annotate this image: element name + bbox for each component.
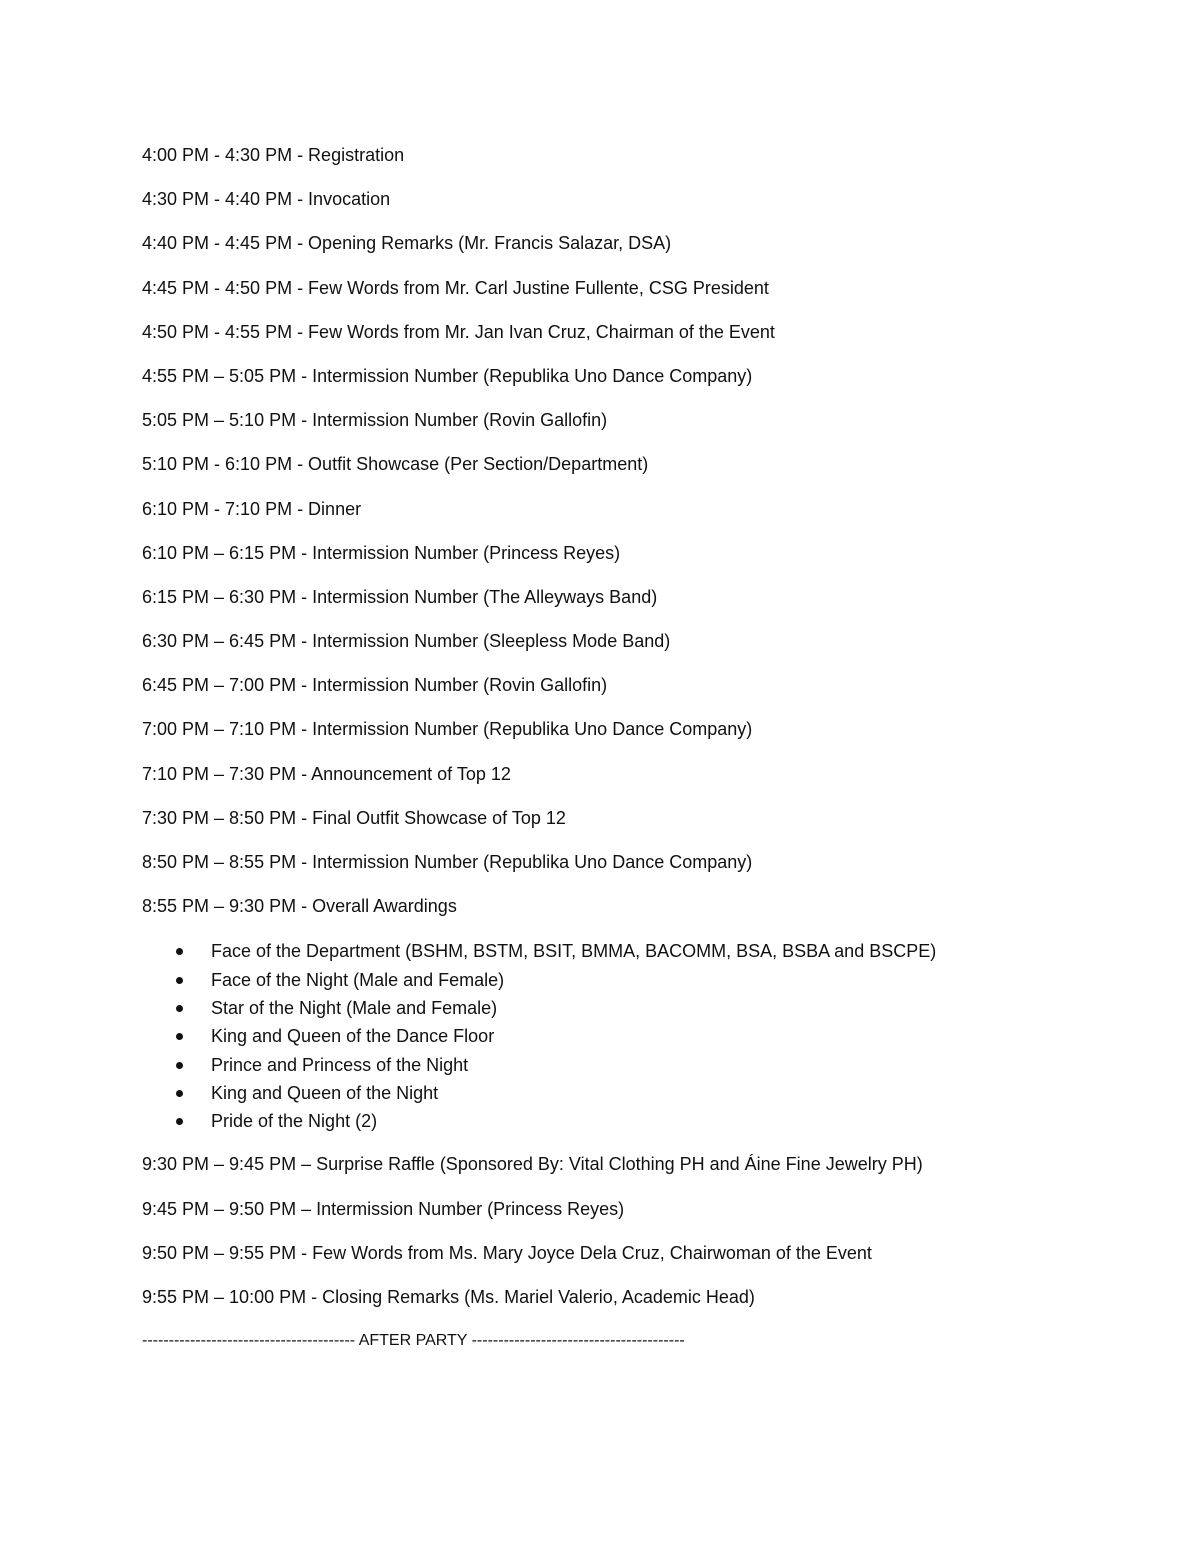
event-schedule <box>142 142 1102 1358</box>
award-label: Face of the Department (BSHM, BSTM, BSIT, BMMA, BACOMM, BSA, BSBA and BSCPE) <box>211 941 937 962</box>
schedule-item: 4:45 PM - 4:50 PM - Few Words from Mr. Carl Justine Fullente, CSG President <box>142 277 769 298</box>
schedule-item: 7:30 PM – 8:50 PM - Final Outfit Showcase of Top 12 <box>142 807 566 828</box>
bullet-icon <box>176 1033 183 1040</box>
award-label: Prince and Princess of the Night <box>211 1054 469 1075</box>
award-label: Pride of the Night (2) <box>211 1111 378 1132</box>
award-list-item <box>142 994 1102 1022</box>
schedule-list-before-awards <box>142 142 1102 937</box>
schedule-item: 5:05 PM – 5:10 PM - Intermission Number (Rovin Gallofin) <box>142 410 608 431</box>
schedule-item: 8:55 PM – 9:30 PM - Overall Awardings <box>142 896 457 917</box>
award-list-item <box>142 1051 1102 1079</box>
bullet-icon <box>176 1062 183 1069</box>
schedule-item: 4:00 PM - 4:30 PM - Registration <box>142 145 405 165</box>
award-label: King and Queen of the Dance Floor <box>211 1026 495 1047</box>
schedule-item: 7:00 PM – 7:10 PM - Intermission Number (Republika Uno Dance Company) <box>142 719 753 740</box>
award-label: Star of the Night (Male and Female) <box>211 997 498 1018</box>
schedule-item: 6:10 PM – 6:15 PM - Intermission Number (Princess Reyes) <box>142 542 621 563</box>
award-list-item <box>142 937 1102 965</box>
schedule-item: 6:30 PM – 6:45 PM - Intermission Number (Sleepless Mode Band) <box>142 631 671 652</box>
schedule-item: 5:10 PM - 6:10 PM - Outfit Showcase (Per Section/Department) <box>142 454 649 475</box>
schedule-item: 7:10 PM – 7:30 PM - Announcement of Top 12 <box>142 763 511 784</box>
bullet-icon <box>176 1005 183 1012</box>
schedule-item: 6:15 PM – 6:30 PM - Intermission Number (The Alleyways Band) <box>142 586 658 607</box>
award-list-item <box>142 1022 1102 1050</box>
bullet-icon <box>176 977 183 984</box>
schedule-item: 6:45 PM – 7:00 PM - Intermission Number (Rovin Gallofin) <box>142 675 608 696</box>
schedule-item: 4:30 PM - 4:40 PM - Invocation <box>142 189 391 210</box>
schedule-item: 8:50 PM – 8:55 PM - Intermission Number (Republika Uno Dance Company) <box>142 852 753 872</box>
schedule-item: 6:10 PM - 7:10 PM - Dinner <box>142 498 362 519</box>
after-party-divider: ---------------------------------------- AFTER PARTY ---------------------------------------- <box>142 1332 685 1350</box>
schedule-list-after-awards <box>142 1151 1102 1328</box>
schedule-item: 9:45 PM – 9:50 PM – Intermission Number (Princess Reyes) <box>142 1198 625 1219</box>
schedule-item: 9:30 PM – 9:45 PM – Surprise Raffle (Sponsored By: Vital Clothing PH and Áine Fine Jewelry PH) <box>142 1154 923 1175</box>
award-list-item <box>142 966 1102 994</box>
schedule-item: 9:55 PM – 10:00 PM - Closing Remarks (Ms. Mariel Valerio, Academic Head) <box>142 1287 755 1308</box>
bullet-icon <box>176 1090 183 1097</box>
schedule-item: 4:40 PM - 4:45 PM - Opening Remarks (Mr. Francis Salazar, DSA) <box>142 233 672 254</box>
bullet-icon <box>176 1118 183 1125</box>
schedule-item: 4:50 PM - 4:55 PM - Few Words from Mr. Jan Ivan Cruz, Chairman of the Event <box>142 321 775 342</box>
bullet-icon <box>176 948 183 955</box>
award-label: Face of the Night (Male and Female) <box>211 969 505 990</box>
award-list-item <box>142 1107 1102 1135</box>
awards-bullet-list <box>142 937 1102 1151</box>
schedule-item: 9:50 PM – 9:55 PM - Few Words from Ms. Mary Joyce Dela Cruz, Chairwoman of the Event <box>142 1242 872 1263</box>
award-list-item <box>142 1079 1102 1107</box>
schedule-item: 4:55 PM – 5:05 PM - Intermission Number (Republika Uno Dance Company) <box>142 365 753 386</box>
award-label: King and Queen of the Night <box>211 1082 439 1103</box>
